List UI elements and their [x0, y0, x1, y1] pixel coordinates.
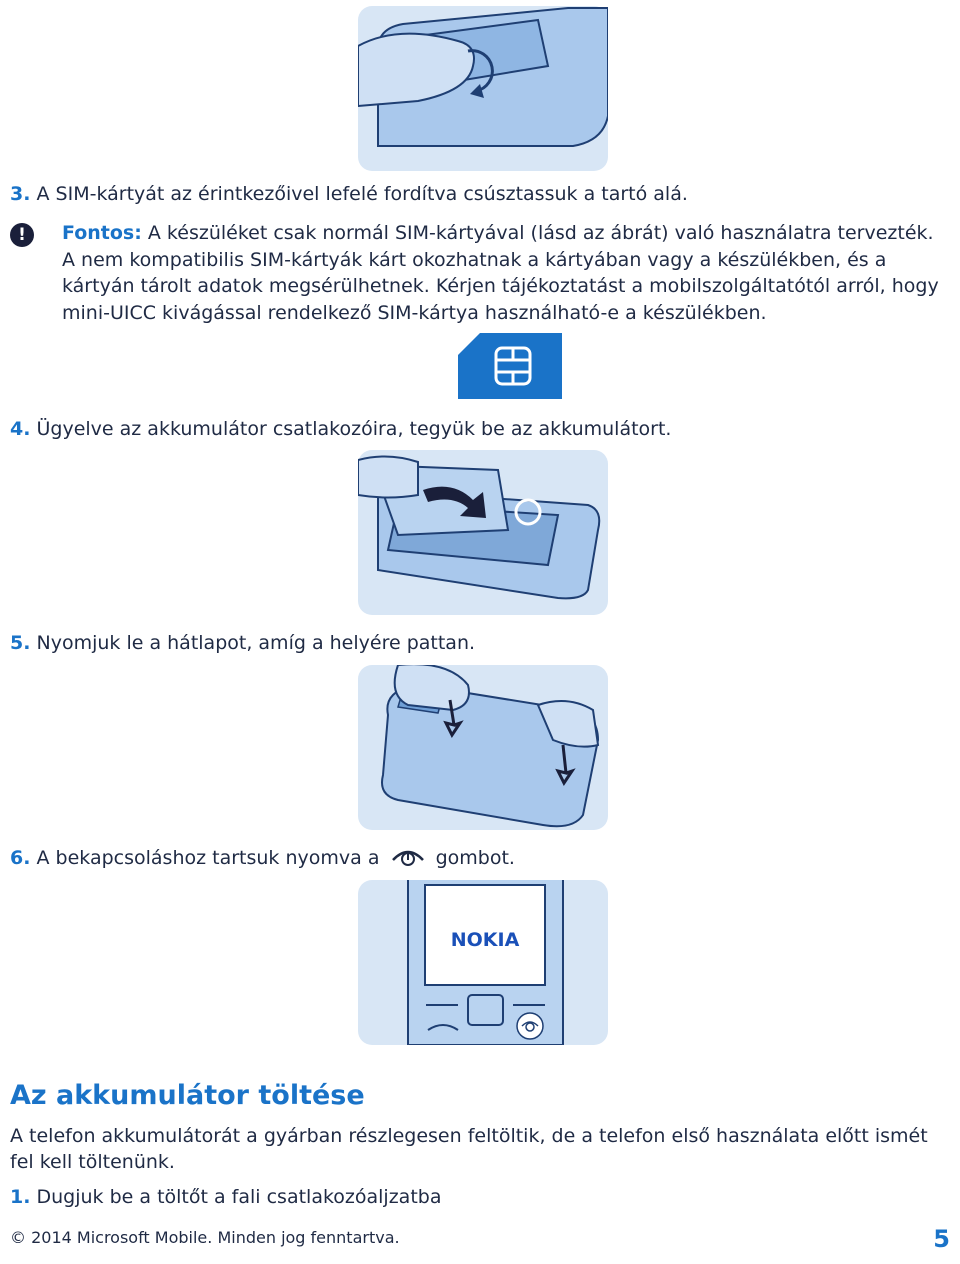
- step-3-number: 3.: [10, 183, 31, 205]
- step-4-number: 4.: [10, 418, 31, 440]
- sim-card-icon: [458, 333, 562, 399]
- note-body: A készüléket csak normál SIM-kártyával (lásd az ábrát) való használatra tervezték. A nem kompatibilis SIM-kártyák kárt okozhatnak a kártyában vagy a készülékben, és a kártyán tárolt adatok megsérülhetnek. Kérjen tájékoztatást a mobilszolgáltatótól arról, hogy mini-UICC kivágással rendelkező SIM-kártya használható-e a készülékben.: [62, 222, 939, 324]
- step-3-text: A SIM-kártyát az érintkezőivel lefelé fordítva csúsztassuk a tartó alá.: [36, 183, 688, 205]
- step-4-text: Ügyelve az akkumulátor csatlakozóira, tegyük be az akkumulátort.: [36, 418, 672, 440]
- step-6-text-after: gombot.: [435, 847, 515, 869]
- step-6: [10, 847, 515, 869]
- battery-insert-illustration: [358, 450, 608, 615]
- nokia-logo: NOKIA: [450, 929, 520, 951]
- step-3: [10, 183, 688, 205]
- note-heading: Fontos:: [62, 222, 142, 244]
- section-title: Az akkumulátor töltése: [10, 1080, 365, 1111]
- warning-icon: !: [10, 223, 34, 247]
- step-4: [10, 418, 671, 440]
- step-6-number: 6.: [10, 847, 31, 869]
- sim-insert-illustration: [358, 6, 608, 171]
- phone-front-illustration: [358, 880, 608, 1045]
- step-1-text: Dugjuk be a töltőt a fali csatlakozóaljzatba: [36, 1186, 442, 1208]
- step-6-text-before: A bekapcsoláshoz tartsuk nyomva a: [36, 847, 380, 869]
- step-5-number: 5.: [10, 632, 31, 654]
- section-paragraph: A telefon akkumulátorát a gyárban részlegesen feltöltik, de a telefon első használata előtt ismét fel kell töltenünk.: [10, 1125, 928, 1173]
- step-1: [10, 1186, 441, 1208]
- step-5: [10, 632, 475, 654]
- step-5-text: Nyomjuk le a hátlapot, amíg a helyére pattan.: [36, 632, 476, 654]
- step-1-number: 1.: [10, 1186, 31, 1208]
- back-cover-illustration: [358, 665, 608, 830]
- power-key-icon: [390, 846, 426, 868]
- important-note: [62, 220, 952, 326]
- page-number: 5: [933, 1225, 950, 1253]
- footer-copyright: © 2014 Microsoft Mobile. Minden jog fenntartva.: [10, 1228, 400, 1247]
